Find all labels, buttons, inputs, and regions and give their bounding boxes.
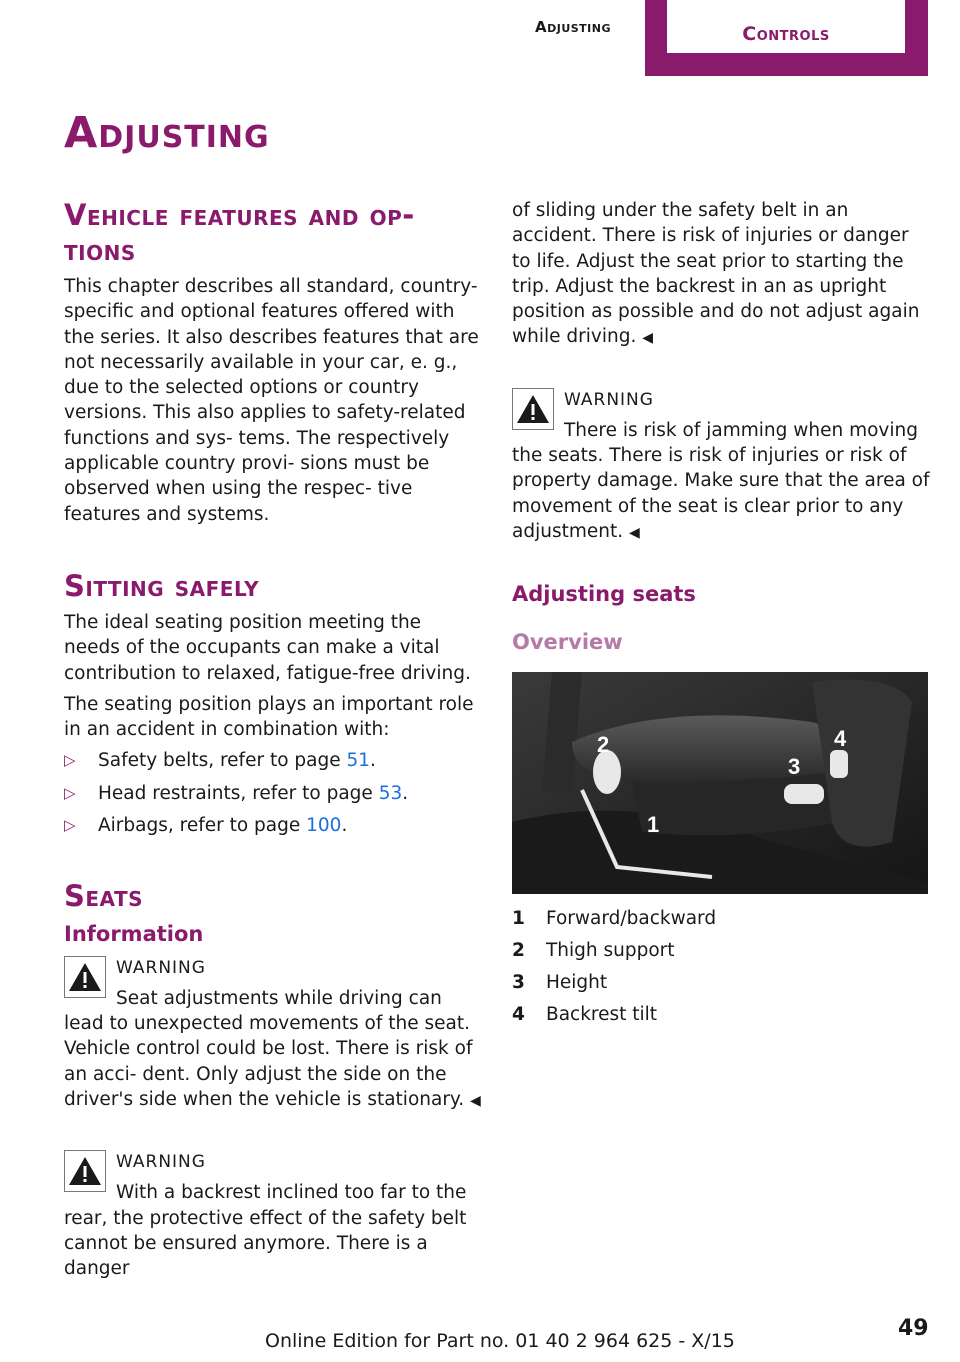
photo-callout-1: 1 — [647, 812, 660, 838]
list-item — [64, 813, 482, 838]
header-section-tab: Adjusting — [534, 18, 612, 36]
seat-controls-photo — [512, 672, 928, 894]
legend-row — [512, 938, 930, 970]
page-title: Adjusting — [64, 108, 270, 158]
warning-text: Seat adjustments while driving can lead to unexpected movements of the seat. Vehicle control could be lost. There is risk of an acci‐ dent. Only adjust the side on the driver's side when the vehicle is stationary. — [64, 987, 473, 1110]
warning-label: WARNING — [116, 1152, 206, 1173]
list-item-text: Airbags, refer to page — [98, 814, 307, 836]
header-chapter-tab — [645, 0, 928, 76]
list-item-text: Safety belts, refer to page — [98, 750, 347, 772]
list-item — [64, 748, 482, 773]
legend-row — [512, 906, 930, 938]
bullet-arrow-icon: ▷ — [64, 751, 76, 770]
warning-label: WARNING — [564, 389, 654, 410]
information-heading: Information — [64, 921, 204, 946]
photo-callout-3: 3 — [788, 754, 801, 780]
warning-label: WARNING — [116, 957, 206, 978]
overview-heading: Overview — [512, 630, 623, 655]
right-column — [512, 198, 930, 1034]
list-item-suffix: . — [402, 782, 409, 804]
warning-triangle-icon — [512, 388, 554, 430]
warning-text: With a backrest inclined too far to the rear, the protective effect of the safety belt cannot be ensured anymore. There is a danger — [64, 1182, 467, 1280]
footer-edition: Online Edition for Part no. 01 40 2 964 625 - X/15 — [265, 1330, 735, 1352]
warning-backrest — [64, 1148, 482, 1281]
end-mark-icon: ◀ — [470, 1092, 481, 1109]
legend-label: Backrest tilt — [546, 1004, 658, 1026]
page-link-51[interactable]: 51 — [346, 750, 371, 772]
list-item-text: Head restraints, refer to page — [98, 782, 379, 804]
legend-number: 4 — [512, 1004, 525, 1026]
page-link-53[interactable]: 53 — [378, 782, 403, 804]
end-mark-icon: ◀ — [629, 524, 640, 541]
sitting-safely-para2: The seating position plays an important role in an accident in combination with: — [64, 693, 474, 741]
legend-label: Thigh support — [546, 940, 675, 962]
bullet-arrow-icon: ▷ — [64, 815, 76, 834]
warning-text: There is risk of jamming when moving the seats. There is risk of injuries or risk of property damage. Make sure that the area of movement of the seat is clear prior to any adjustment. — [512, 419, 930, 542]
photo-callout-4: 4 — [834, 726, 847, 752]
vehicle-features-heading: Vehicle features and op‐ tions — [64, 198, 415, 267]
page-number: 49 — [898, 1316, 929, 1341]
legend-row — [512, 1002, 930, 1034]
left-column — [64, 198, 482, 1281]
photo-callout-2: 2 — [597, 732, 610, 758]
safety-references-list — [64, 748, 482, 837]
sitting-safely-heading: Sitting safely — [64, 568, 260, 603]
bullet-arrow-icon: ▷ — [64, 783, 76, 802]
warning-text-continued: of sliding under the safety belt in an accident. There is risk of injuries or danger to life. Adjust the seat prior to starting the trip. Adjust the backrest in an as upright position as possible and do not adjust again while driving. — [512, 200, 920, 348]
list-item-suffix: . — [341, 814, 348, 836]
list-item-suffix: . — [370, 750, 376, 772]
legend-number: 1 — [512, 908, 525, 930]
sitting-safely-para1: The ideal seating position meeting the needs of the occupants can make a vital contribution to relaxed, fatigue-free driving. — [64, 611, 471, 684]
end-mark-icon: ◀ — [642, 330, 653, 347]
adjusting-seats-heading: Adjusting seats — [512, 582, 696, 607]
legend-number: 2 — [512, 940, 525, 962]
warning-seat-adjust — [64, 954, 482, 1114]
header-chapter-label: Controls — [667, 0, 905, 53]
seats-heading: Seats — [64, 878, 144, 913]
legend-number: 3 — [512, 972, 525, 994]
vehicle-features-body: This chapter describes all standard, country-specific and optional features offered with the series. It also describes features that are not necessarily available in your car, e. g., due to the selected options or country versions. This also applies to safety-related functions and sys‐ tems. The respectively applicable country provi‐ sions must be observed when using the respec‐ tive features and systems. — [64, 276, 479, 525]
legend-label: Forward/backward — [546, 908, 717, 930]
warning-triangle-icon — [64, 1150, 106, 1192]
seat-controls-legend — [512, 906, 930, 1034]
warning-triangle-icon — [64, 956, 106, 998]
warning-jamming — [512, 386, 930, 546]
list-item — [64, 781, 482, 806]
legend-row — [512, 970, 930, 1002]
legend-label: Height — [546, 972, 608, 994]
page-link-100[interactable]: 100 — [306, 814, 342, 836]
